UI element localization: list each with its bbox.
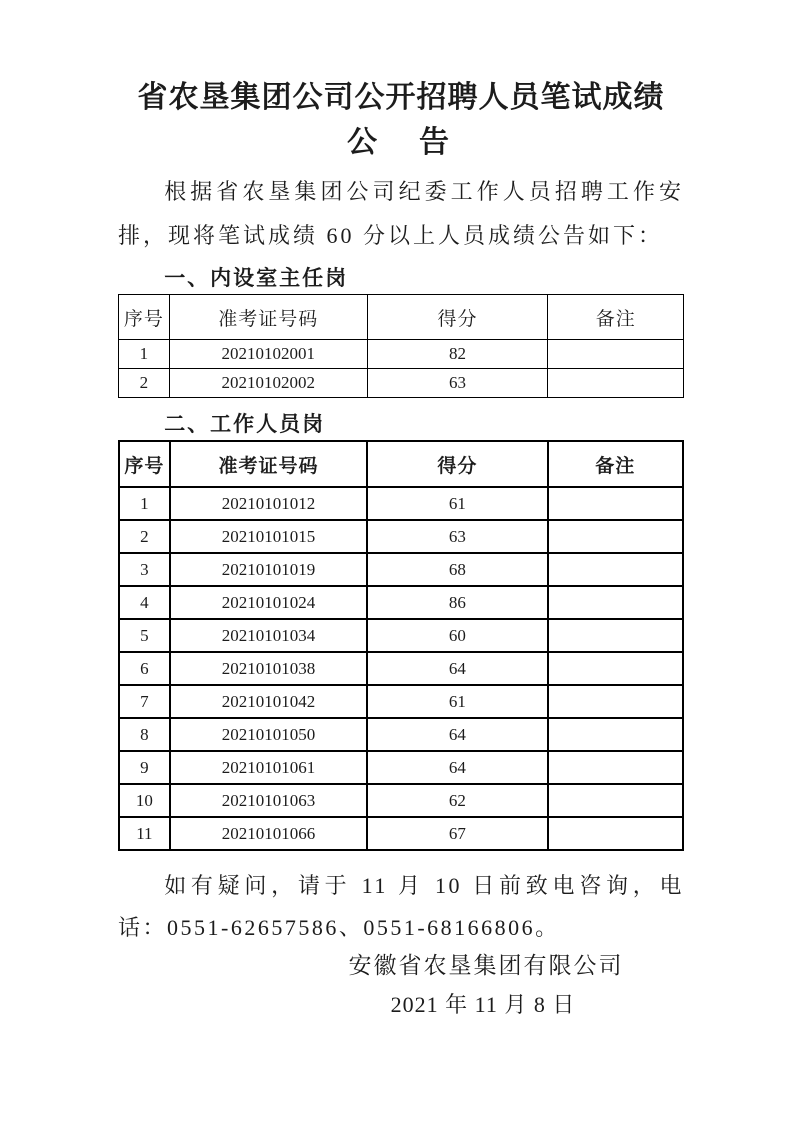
intro-paragraph: 根据省农垦集团公司纪委工作人员招聘工作安排，现将笔试成绩 60 分以上人员成绩公告如下： bbox=[118, 179, 684, 248]
table-row bbox=[119, 520, 683, 553]
table-cell: 20210101015 bbox=[170, 520, 367, 553]
table-cell bbox=[548, 718, 683, 751]
table-cell: 1 bbox=[119, 487, 170, 520]
table-cell bbox=[548, 652, 683, 685]
table-cell: 11 bbox=[119, 817, 170, 850]
table-body bbox=[119, 487, 683, 850]
table-row bbox=[119, 751, 683, 784]
document-title: 省农垦集团公司公开招聘人员笔试成绩 bbox=[137, 81, 665, 114]
table-cell: 20210101038 bbox=[170, 652, 367, 685]
table-cell: 2 bbox=[119, 369, 170, 398]
table-cell: 20210102002 bbox=[169, 369, 367, 398]
column-header: 备注 bbox=[548, 441, 683, 487]
table-header-row bbox=[119, 441, 683, 487]
score-table-staff-post bbox=[118, 440, 684, 851]
column-header: 得分 bbox=[367, 441, 547, 487]
table-cell bbox=[548, 817, 683, 850]
issuer-signature: 安徽省农垦集团有限公司 bbox=[348, 953, 624, 978]
contact-note: 如有疑问，请于 11 月 10 日前致电咨询，电话：0551-62657586、0551-68166806。 bbox=[118, 873, 684, 940]
column-header: 序号 bbox=[119, 295, 170, 340]
table-cell: 2 bbox=[119, 520, 170, 553]
table-row bbox=[119, 652, 683, 685]
table-cell bbox=[548, 751, 683, 784]
table-cell: 60 bbox=[367, 619, 547, 652]
column-header: 准考证号码 bbox=[170, 441, 367, 487]
table-cell: 64 bbox=[367, 718, 547, 751]
table-cell: 67 bbox=[367, 817, 547, 850]
table-cell bbox=[548, 369, 684, 398]
table-cell: 63 bbox=[367, 369, 548, 398]
table-row bbox=[119, 487, 683, 520]
table-cell: 64 bbox=[367, 751, 547, 784]
table-cell: 62 bbox=[367, 784, 547, 817]
table-cell: 5 bbox=[119, 619, 170, 652]
table-row bbox=[119, 718, 683, 751]
document-date: 2021 年 11 月 8 日 bbox=[390, 992, 576, 1017]
score-table-director-post bbox=[118, 294, 684, 398]
table-cell: 20210101019 bbox=[170, 553, 367, 586]
table-cell: 82 bbox=[367, 340, 548, 369]
table-cell bbox=[548, 553, 683, 586]
table-cell bbox=[548, 487, 683, 520]
table-cell: 20210101034 bbox=[170, 619, 367, 652]
table-cell: 4 bbox=[119, 586, 170, 619]
table-cell: 20210101024 bbox=[170, 586, 367, 619]
table-row bbox=[119, 369, 684, 398]
table-body bbox=[119, 340, 684, 398]
table-cell bbox=[548, 520, 683, 553]
table-cell: 9 bbox=[119, 751, 170, 784]
table-cell: 20210101066 bbox=[170, 817, 367, 850]
table-row bbox=[119, 685, 683, 718]
table-cell: 20210102001 bbox=[169, 340, 367, 369]
table-cell: 6 bbox=[119, 652, 170, 685]
table-row bbox=[119, 619, 683, 652]
table-cell: 20210101063 bbox=[170, 784, 367, 817]
column-header: 准考证号码 bbox=[169, 295, 367, 340]
section-heading-director-post: 一、内设室主任岗 bbox=[164, 266, 349, 290]
table-cell: 68 bbox=[367, 553, 547, 586]
table-cell bbox=[548, 586, 683, 619]
column-header: 备注 bbox=[548, 295, 684, 340]
table-row bbox=[119, 586, 683, 619]
table-cell: 20210101042 bbox=[170, 685, 367, 718]
table-row bbox=[119, 553, 683, 586]
table-cell: 3 bbox=[119, 553, 170, 586]
table-row bbox=[119, 817, 683, 850]
table-cell bbox=[548, 340, 684, 369]
table-cell: 61 bbox=[367, 685, 547, 718]
table-cell bbox=[548, 784, 683, 817]
table-cell: 7 bbox=[119, 685, 170, 718]
table-cell: 10 bbox=[119, 784, 170, 817]
table-cell: 8 bbox=[119, 718, 170, 751]
column-header: 序号 bbox=[119, 441, 170, 487]
section-heading-staff-post: 二、工作人员岗 bbox=[164, 412, 326, 436]
table-row bbox=[119, 340, 684, 369]
table-cell bbox=[548, 685, 683, 718]
table-header-row bbox=[119, 295, 684, 340]
table-cell: 63 bbox=[367, 520, 547, 553]
table-row bbox=[119, 784, 683, 817]
table-cell: 20210101012 bbox=[170, 487, 367, 520]
table-cell: 20210101061 bbox=[170, 751, 367, 784]
table-cell: 20210101050 bbox=[170, 718, 367, 751]
column-header: 得分 bbox=[367, 295, 548, 340]
table-cell: 1 bbox=[119, 340, 170, 369]
table-cell: 61 bbox=[367, 487, 547, 520]
table-cell: 64 bbox=[367, 652, 547, 685]
document-title-line2: 公 告 bbox=[347, 126, 455, 159]
table-cell: 86 bbox=[367, 586, 547, 619]
table-cell bbox=[548, 619, 683, 652]
